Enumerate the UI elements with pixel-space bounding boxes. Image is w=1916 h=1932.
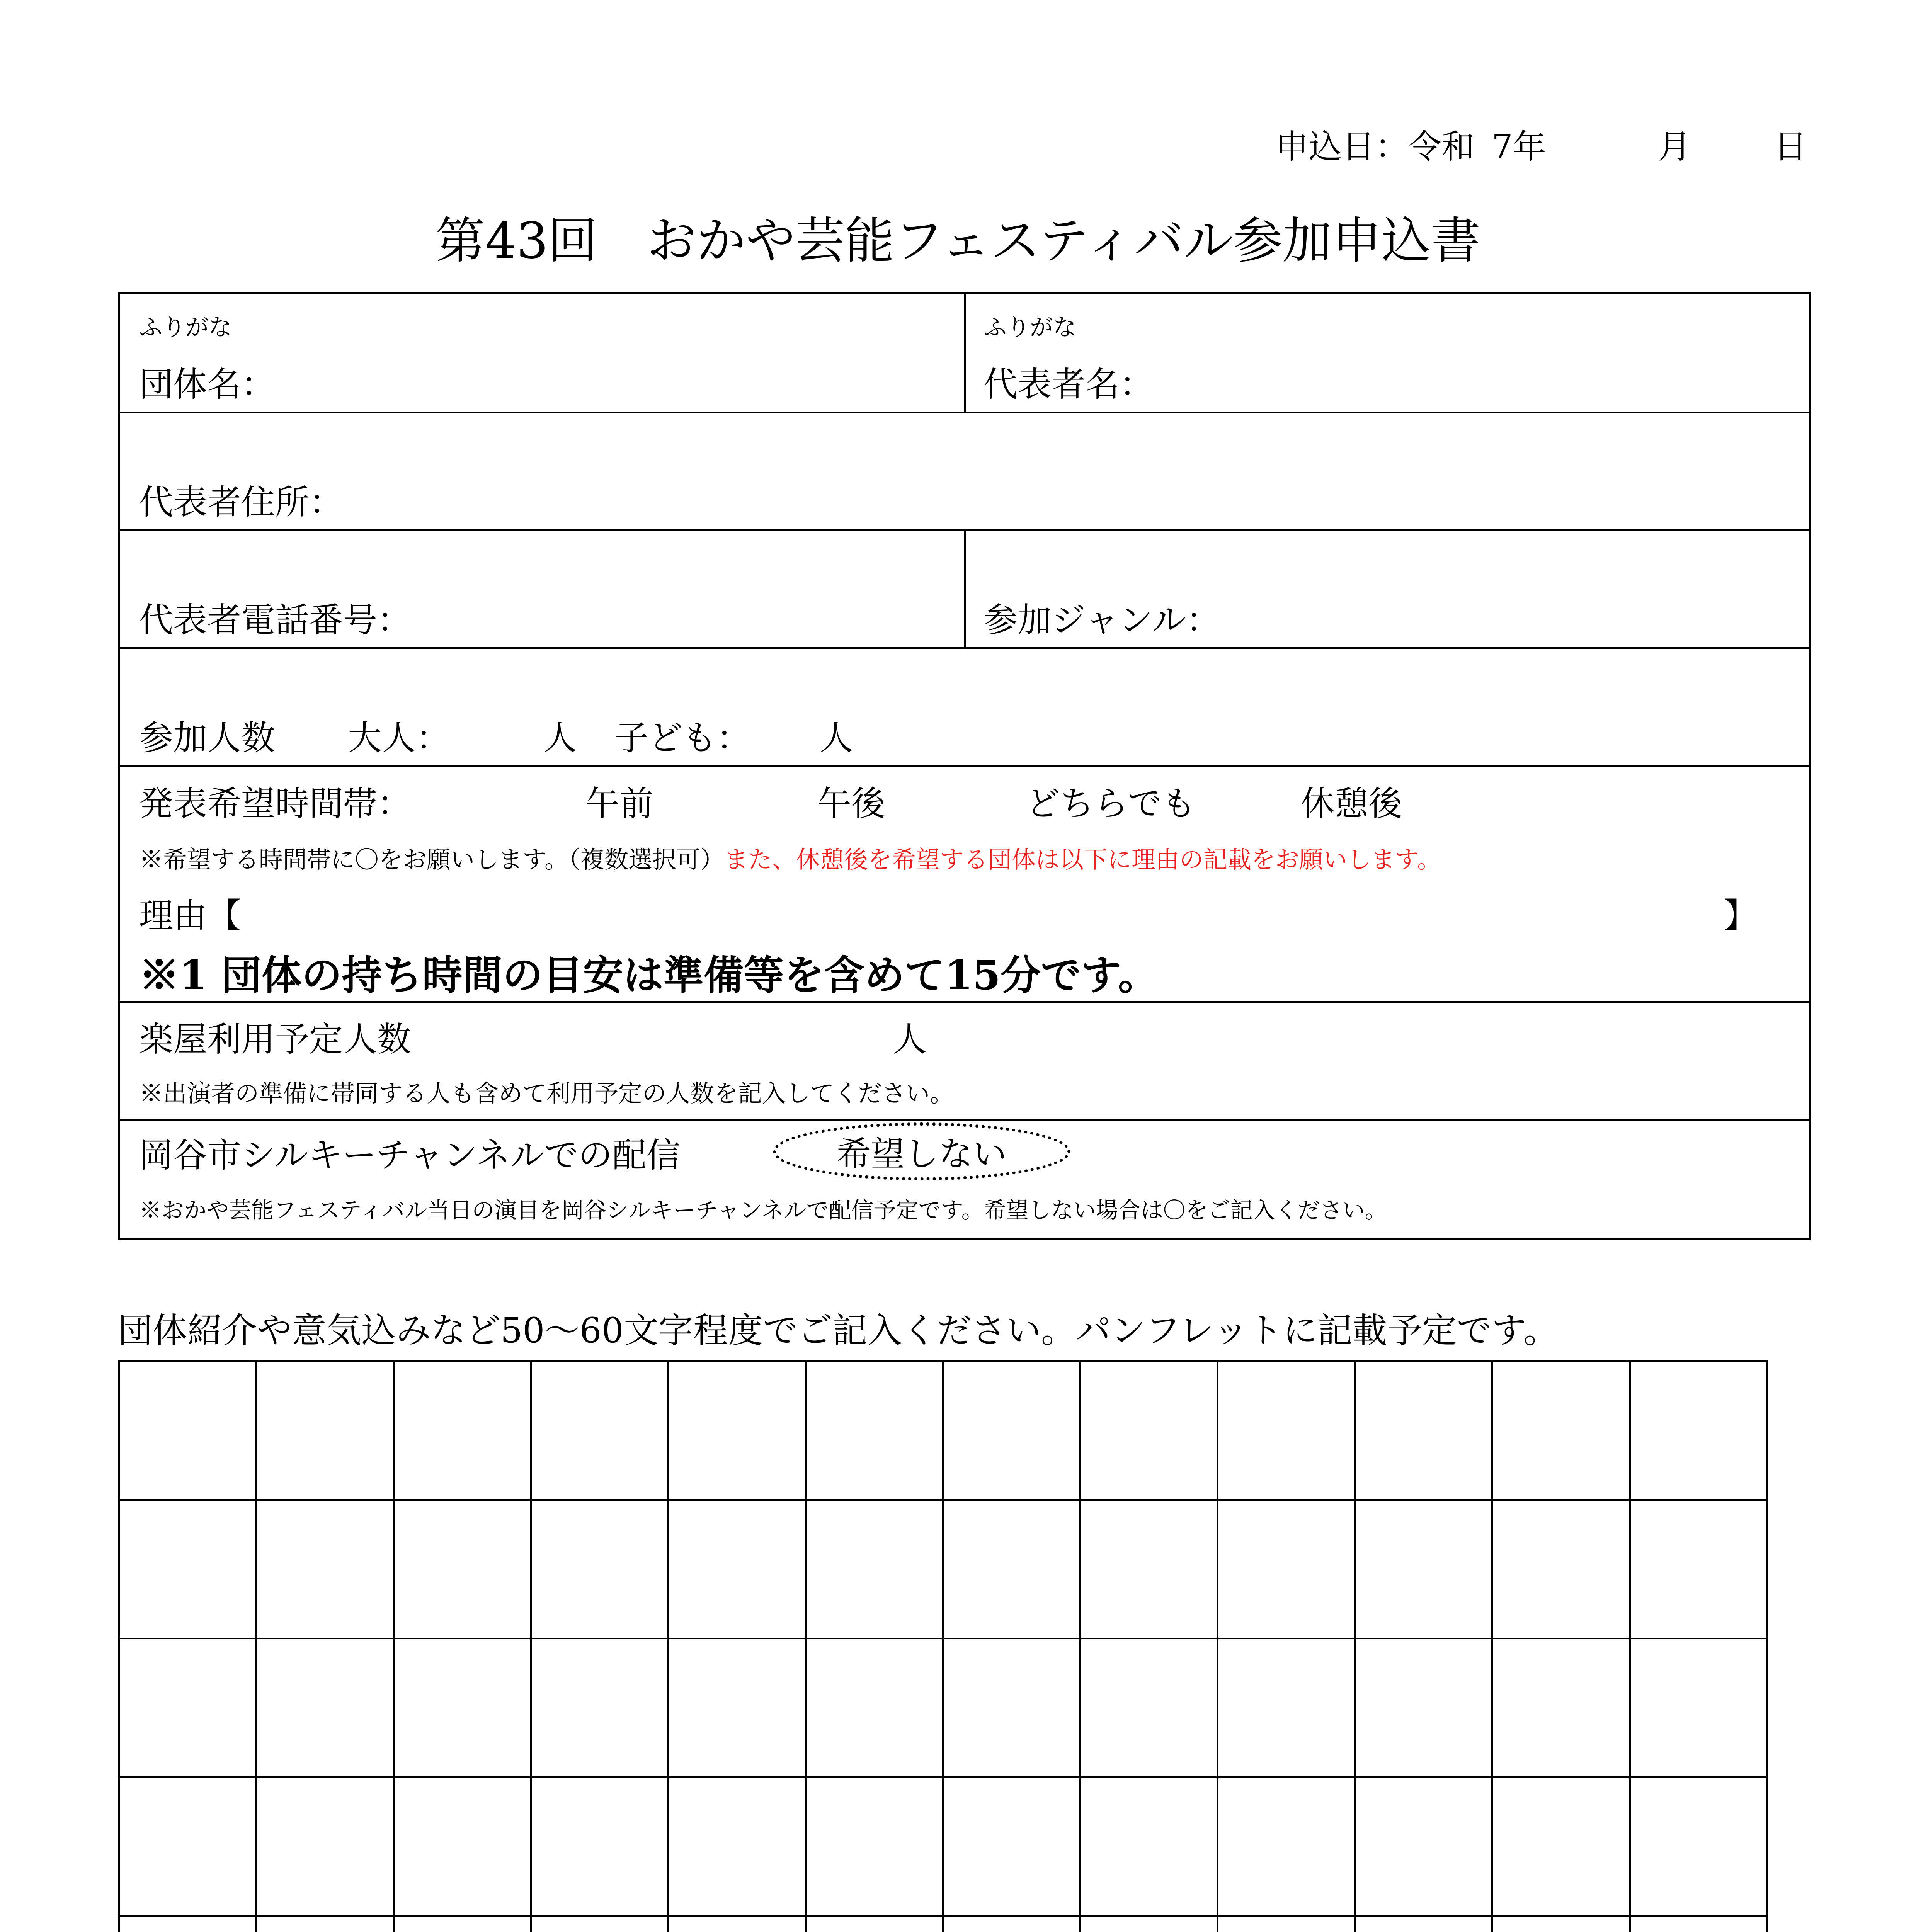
grid-cell[interactable] <box>395 1501 532 1639</box>
time-slot-note-red: また、休憩後を希望する団体は以下に理由の記載をお願いします。 <box>724 845 1441 874</box>
grid-cell[interactable] <box>944 1639 1081 1778</box>
grid-cell[interactable] <box>257 1917 394 1932</box>
grid-cell[interactable] <box>532 1362 669 1501</box>
grid-cell[interactable] <box>1493 1639 1630 1778</box>
rep-name-field[interactable]: 代表者名： <box>984 364 1154 404</box>
grid-cell[interactable] <box>1081 1501 1218 1639</box>
column-divider <box>964 529 966 647</box>
grid-cell[interactable] <box>395 1917 532 1932</box>
time-limit-note: ※1 団体の持ち時間の目安は準備等を含めて15分です。 <box>139 951 1158 999</box>
adults-unit: 人 <box>543 718 577 758</box>
grid-cell[interactable] <box>669 1362 807 1501</box>
grid-cell[interactable] <box>944 1362 1081 1501</box>
rep-phone-field[interactable]: 代表者電話番号： <box>139 600 412 640</box>
grid-cell[interactable] <box>257 1639 394 1778</box>
rep-name-furigana: ふりがな <box>984 314 1076 341</box>
row-divider <box>120 647 1809 649</box>
time-slot-note <box>139 840 1441 875</box>
grid-cell[interactable] <box>1493 1501 1630 1639</box>
column-divider <box>964 294 966 412</box>
grid-cell[interactable] <box>532 1501 669 1639</box>
group-name-furigana: ふりがな <box>139 314 232 341</box>
grid-cell[interactable] <box>1631 1501 1768 1639</box>
grid-cell[interactable] <box>1631 1917 1768 1932</box>
row-divider <box>120 765 1809 767</box>
children-unit: 人 <box>819 718 854 758</box>
grid-cell[interactable] <box>669 1778 807 1917</box>
grid-cell[interactable] <box>944 1501 1081 1639</box>
grid-cell[interactable] <box>120 1501 257 1639</box>
grid-cell[interactable] <box>1081 1362 1218 1501</box>
grid-cell[interactable] <box>1356 1917 1493 1932</box>
streaming-label: 岡谷市シルキーチャンネルでの配信 <box>139 1135 681 1175</box>
grid-cell[interactable] <box>395 1778 532 1917</box>
grid-cell[interactable] <box>807 1917 944 1932</box>
time-slot-label: 発表希望時間帯： <box>139 784 412 823</box>
time-option-morning[interactable]: 午前 <box>585 784 654 823</box>
grid-cell[interactable] <box>532 1639 669 1778</box>
date-month[interactable]: 月 <box>1658 128 1691 166</box>
grid-cell[interactable] <box>532 1778 669 1917</box>
adults-field[interactable]: 大人： <box>348 718 450 758</box>
grid-cell[interactable] <box>1218 1639 1356 1778</box>
grid-cell[interactable] <box>669 1917 807 1932</box>
reason-close-bracket: 】 <box>1724 896 1758 935</box>
grid-cell[interactable] <box>532 1917 669 1932</box>
grid-cell[interactable] <box>1356 1501 1493 1639</box>
grid-cell[interactable] <box>120 1778 257 1917</box>
grid-cell[interactable] <box>1081 1778 1218 1917</box>
grid-cell[interactable] <box>1493 1778 1630 1917</box>
page-title: 第43回 おかや芸能フェスティバル参加申込書 <box>436 212 1480 270</box>
intro-writing-grid[interactable] <box>118 1360 1768 1932</box>
grid-cell[interactable] <box>1356 1362 1493 1501</box>
grid-cell[interactable] <box>1081 1917 1218 1932</box>
group-name-field[interactable]: 団体名： <box>139 364 276 404</box>
grid-cell[interactable] <box>1493 1362 1630 1501</box>
grid-cell[interactable] <box>1356 1778 1493 1917</box>
time-option-afternoon[interactable]: 午後 <box>817 784 886 823</box>
rep-address-field[interactable]: 代表者住所： <box>139 482 344 522</box>
grid-cell[interactable] <box>257 1501 394 1639</box>
grid-cell[interactable] <box>1631 1778 1768 1917</box>
grid-cell[interactable] <box>1081 1639 1218 1778</box>
grid-cell[interactable] <box>669 1501 807 1639</box>
grid-cell[interactable] <box>1218 1501 1356 1639</box>
stream-opt-out-label: 希望しない <box>836 1134 1007 1174</box>
grid-cell[interactable] <box>807 1501 944 1639</box>
children-field[interactable]: 子ども： <box>614 718 751 758</box>
reason-open-bracket: 理由【 <box>139 896 242 935</box>
participants-label: 参加人数 <box>139 718 276 758</box>
grid-cell[interactable] <box>1631 1362 1768 1501</box>
genre-field[interactable]: 参加ジャンル： <box>984 600 1220 640</box>
streaming-note: ※おかや芸能フェスティバル当日の演目を岡谷シルキーチャンネルで配信予定です。希望しない場合は〇をご記入ください。 <box>139 1197 1387 1223</box>
row-divider <box>120 1001 1809 1003</box>
grid-cell[interactable] <box>257 1778 394 1917</box>
intro-instruction: 団体紹介や意気込みなど50～60文字程度でご記入ください。パンフレットに記載予定です。 <box>118 1310 1559 1351</box>
row-divider <box>120 412 1809 413</box>
time-slot-note-black: ※希望する時間帯に〇をお願いします。（複数選択可） <box>139 845 725 874</box>
grid-cell[interactable] <box>395 1362 532 1501</box>
dressing-room-field[interactable] <box>591 1012 877 1051</box>
time-option-either[interactable]: どちらでも <box>1026 784 1196 823</box>
stream-opt-out-option[interactable] <box>773 1122 1070 1180</box>
dressing-room-label: 楽屋利用予定人数 <box>139 1019 412 1059</box>
grid-cell[interactable] <box>120 1639 257 1778</box>
reason-field[interactable] <box>383 889 1696 927</box>
grid-cell[interactable] <box>257 1362 394 1501</box>
grid-cell[interactable] <box>1631 1639 1768 1778</box>
grid-cell[interactable] <box>1218 1778 1356 1917</box>
row-divider <box>120 1119 1809 1121</box>
grid-cell[interactable] <box>669 1639 807 1778</box>
grid-cell[interactable] <box>1493 1917 1630 1932</box>
dressing-room-note: ※出演者の準備に帯同する人も含めて利用予定の人数を記入してください。 <box>139 1079 954 1107</box>
date-day[interactable]: 日 <box>1774 128 1807 166</box>
date-label: 申込日：令和 <box>1275 128 1475 166</box>
grid-cell[interactable] <box>807 1639 944 1778</box>
grid-cell[interactable] <box>120 1362 257 1501</box>
dressing-room-unit: 人 <box>893 1019 927 1059</box>
time-option-after-break[interactable]: 休憩後 <box>1300 784 1403 823</box>
grid-cell[interactable] <box>1218 1917 1356 1932</box>
grid-cell[interactable] <box>944 1778 1081 1917</box>
grid-cell[interactable] <box>807 1362 944 1501</box>
grid-cell[interactable] <box>944 1917 1081 1932</box>
grid-cell[interactable] <box>120 1917 257 1932</box>
grid-cell[interactable] <box>395 1639 532 1778</box>
grid-cell[interactable] <box>1356 1639 1493 1778</box>
grid-cell[interactable] <box>807 1778 944 1917</box>
date-year[interactable]: 7年 <box>1492 128 1546 166</box>
application-form <box>118 292 1811 1240</box>
grid-cell[interactable] <box>1218 1362 1356 1501</box>
